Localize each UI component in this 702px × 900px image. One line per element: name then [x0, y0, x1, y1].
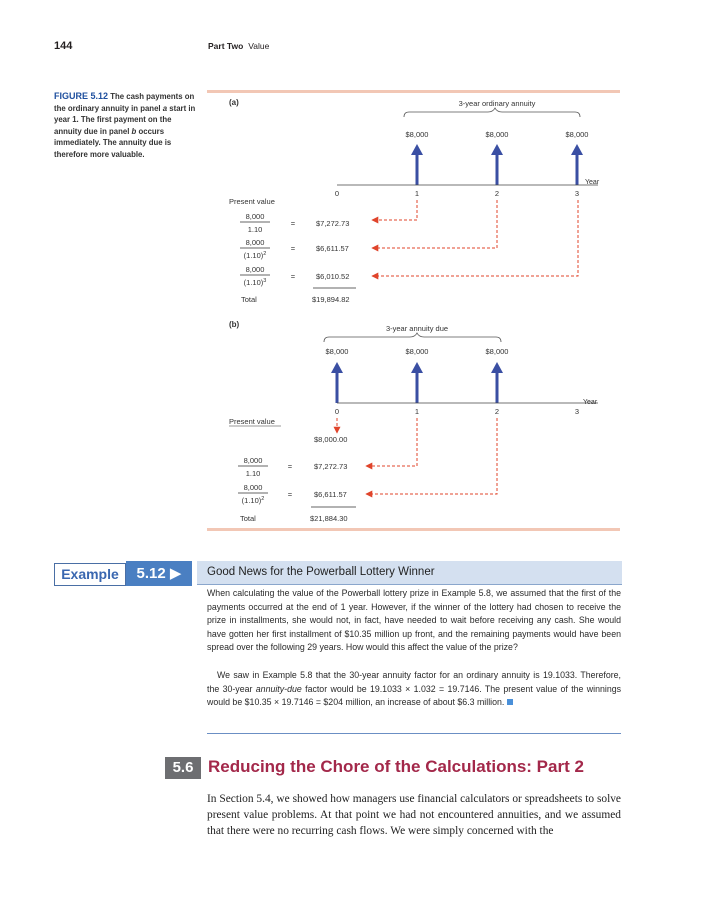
section-body-text: In Section 5.4, we showed how managers use financial calculators or spreadsheets to solve present value problems. At that point we had not encountered annuities, and we assumed that there were no recurring cash flows. We were simply concerned with the — [207, 793, 621, 837]
example-title: Good News for the Powerball Lottery Winner — [207, 566, 435, 578]
section-title: Reducing the Chore of the Calculations: Part 2 — [208, 757, 584, 776]
panel-b-first-pv: $8,000.00 — [314, 435, 348, 444]
panel-a-row2-den-base: (1.10) — [243, 251, 264, 260]
panel-a-row2-denominator — [244, 251, 267, 260]
panel-b-total-label: Total — [240, 514, 256, 523]
panel-a-year-label: Year — [585, 179, 600, 186]
panel-a-discount-arrow-2 — [372, 200, 497, 248]
panel-a-brace — [404, 108, 580, 117]
panel-a-arrow-3 — [576, 152, 579, 185]
panel-a-row3-numerator: 8,000 — [245, 265, 265, 274]
caption-text-2: start in year 1. The first payment on the annuity due in panel — [54, 103, 196, 136]
caption-text-1: The cash payments on the ordinary annuity in panel — [54, 92, 195, 113]
panel-a-label: (a) — [229, 98, 239, 107]
panel-a-row2-den-exp: 2 — [263, 251, 267, 257]
panel-a-row1-denominator — [248, 225, 263, 234]
panel-a-brace-title: 3-year ordinary annuity — [458, 99, 536, 108]
panel-a-tick-2: 2 — [494, 189, 500, 198]
panel-b-row1-pv: $7,272.73 — [314, 462, 348, 471]
panel-b-row1-den-base: 1.10 — [245, 469, 261, 478]
example-p2-a: We saw in Example 5.8 that the 30-year annuity factor for an ordinary annuity is 19.1033. Therefore, the 30-year — [207, 670, 621, 694]
panel-b-row2-pv: $6,611.57 — [314, 490, 347, 499]
panel-b-label: (b) — [229, 320, 240, 329]
running-head-title: Value — [248, 41, 270, 51]
panel-b-payment-2: $8,000 — [405, 347, 429, 356]
panel-b-tick-1: 1 — [414, 407, 420, 416]
panel-a-arrows — [411, 144, 583, 185]
panel-b-arrowhead-2 — [411, 362, 423, 373]
panel-b-arrowhead-1 — [331, 362, 343, 373]
panel-a-tick-0: 0 — [334, 189, 340, 198]
panel-b-brace — [324, 333, 501, 342]
panel-a-row3-pv: $6,010.52 — [316, 272, 350, 281]
example-p2-b: factor would be 19.1033 × 1.032 = 19.7146. The present value of the winnings would be $10.35 × 19.7146 = $204 million, an increase of about $6.3 million. — [207, 683, 622, 708]
example-paragraph-2 — [207, 669, 621, 710]
panel-b-brace-title: 3-year annuity due — [385, 324, 449, 333]
panel-b-row2-numerator: 8,000 — [243, 483, 263, 492]
panel-b-discount-arrow-2 — [366, 418, 497, 494]
running-head-part: Part Two — [208, 41, 244, 51]
panel-b-row2-denominator — [242, 496, 265, 505]
panel-b-arrow-3 — [496, 370, 499, 403]
panel-a-tick-3: 3 — [574, 189, 580, 198]
panel-a-arrow-1 — [416, 152, 419, 185]
page-number: 144 — [54, 40, 73, 52]
panel-b-tick-0: 0 — [334, 407, 340, 416]
panel-a-row2-numerator: 8,000 — [245, 238, 265, 247]
panel-a-payment-2: $8,000 — [485, 130, 509, 139]
example-number: 5.12 ▶ — [126, 561, 192, 586]
panel-b-arrows — [331, 362, 503, 403]
panel-b-discount-arrow-1 — [366, 418, 417, 466]
panel-b-arrowhead-3 — [491, 362, 503, 373]
panel-a-row1-den-base: 1.10 — [247, 225, 263, 234]
panel-b-row1-equals: = — [287, 462, 293, 471]
panel-b-year-label: Year — [583, 399, 598, 406]
panel-a-payment-1: $8,000 — [405, 130, 429, 139]
panel-a-total: $19,894.82 — [312, 295, 350, 304]
panel-a-row3-denominator — [244, 278, 267, 287]
panel-b-tick-3: 3 — [574, 407, 580, 416]
end-of-example-icon — [507, 699, 513, 705]
panel-b-payment-1: $8,000 — [325, 347, 349, 356]
panel-b-tick-2: 2 — [494, 407, 500, 416]
section-number: 5.6 — [165, 757, 201, 779]
panel-b-arrow-2 — [416, 370, 419, 403]
caption-panel-b: b — [131, 126, 137, 136]
panel-b-total: $21,884.30 — [310, 514, 348, 523]
panel-a-row1-numerator: 8,000 — [245, 212, 265, 221]
panel-a-pv-label: Present value — [229, 197, 275, 206]
panel-a-row3-den-base: (1.10) — [243, 278, 264, 287]
panel-a-row1-pv: $7,272.73 — [316, 219, 350, 228]
panel-a-row1-equals: = — [290, 219, 296, 228]
panel-b-row2-den-base: (1.10) — [241, 496, 262, 505]
panel-b-row2-equals: = — [287, 490, 293, 499]
panel-b-row2-den-exp: 2 — [261, 496, 265, 502]
panel-a-discount-arrow-1 — [372, 200, 417, 220]
example-bottom-rule — [207, 733, 621, 734]
panel-b-arrow-1 — [336, 370, 339, 403]
panel-a-total-label: Total — [241, 295, 257, 304]
figure-label: FIGURE 5.12 — [54, 91, 109, 101]
panel-b-pv-label: Present value — [229, 417, 275, 426]
panel-a-tick-1: 1 — [414, 189, 420, 198]
panel-a-row3-den-exp: 3 — [263, 278, 267, 284]
example-paragraph-1: When calculating the value of the Powerball lottery prize in Example 5.8, we assumed that the first of the payments occurred at the end of 1 year. However, if the winner of the lottery had chosen to receive the prize in installments, she would not, in fact, have needed to wait before receiving any cash. She would have gotten her first installment of $10.35 million up front, and the remaining payments would have been spread over the following 29 years. How would this affect the value of the prize? — [207, 588, 621, 653]
caption-text-3: occurs immediately. The annuity due is therefore more valuable. — [54, 126, 172, 159]
panel-b-row1-denominator — [246, 469, 261, 478]
panel-b-payment-3: $8,000 — [485, 347, 509, 356]
panel-a-arrowhead-3 — [571, 144, 583, 155]
panel-a-payment-3: $8,000 — [565, 130, 589, 139]
panel-b-row1-numerator: 8,000 — [243, 456, 263, 465]
panel-a-row3-equals: = — [290, 272, 296, 281]
panel-a-row2-equals: = — [290, 244, 296, 253]
example-label: Example — [54, 563, 126, 586]
panel-a-discount-arrow-3 — [372, 200, 578, 276]
caption-panel-a: a — [162, 103, 168, 113]
panel-a-arrowhead-2 — [491, 144, 503, 155]
panel-a-arrow-2 — [496, 152, 499, 185]
panel-a-row2-pv: $6,611.57 — [316, 244, 349, 253]
example-p2-em: annuity-due — [255, 683, 302, 694]
panel-a-arrowhead-1 — [411, 144, 423, 155]
